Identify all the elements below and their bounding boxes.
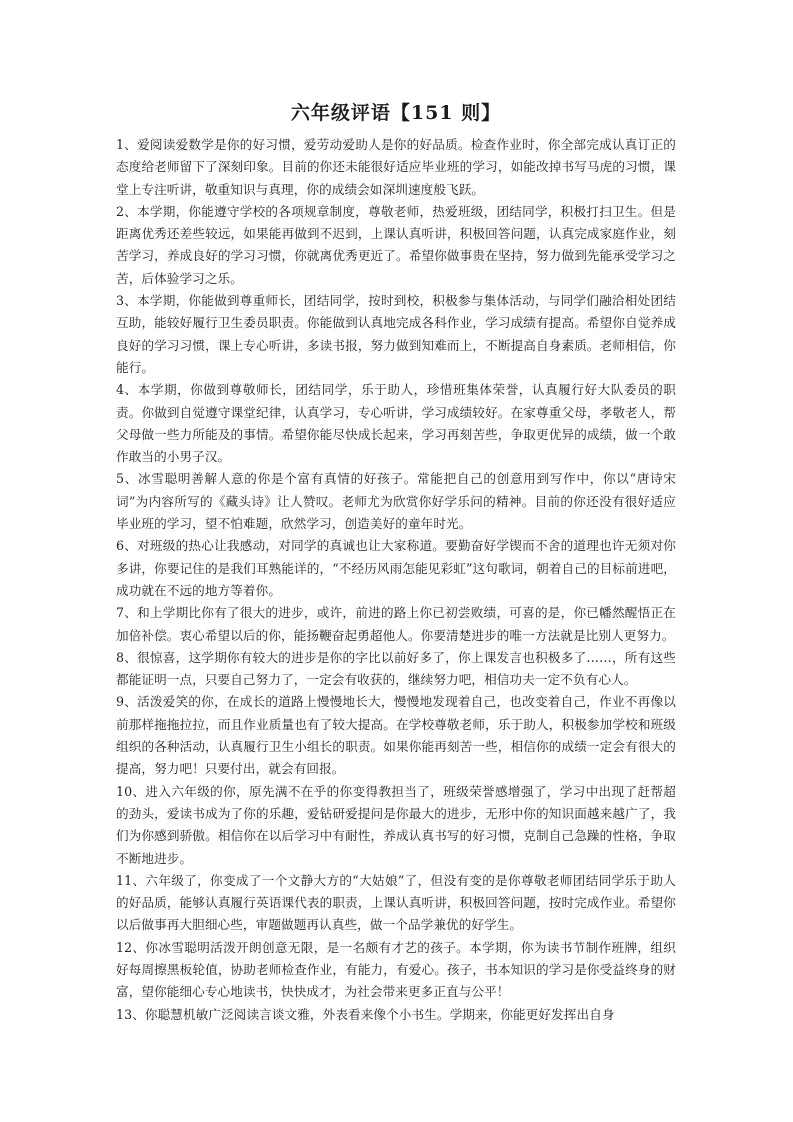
- comment-paragraph-13: 13、你聪慧机敏广泛阅读言谈文雅，外表看来像个小书生。学期来，你能更好发挥出自身: [116, 1006, 615, 1022]
- comment-paragraph-1: 1、爱阅读爱数学是你的好习惯，爱劳动爱助人是你的好品质。检查作业时，你全部完成认真订正的态度给老师留下了深刻印象。目前的你还未能很好适应毕业班的学习，如能改掉书写马虎的习惯，课堂上专注听讲，敬重知识与真理，你的成绩会如深圳速度般飞跃。: [116, 137, 676, 197]
- comment-paragraph-10: 10、进入六年级的你，原先满不在乎的你变得教担当了，班级荣誉感增强了，学习中出现了赶帮超的劲头，爱读书成为了你的乐趣，爱钻研爱提问是你最大的进步，无形中你的知识面越来越广了，我们为你感到骄傲。相信你在以后学习中有耐性，养成认真书写的好习惯，克制自己急躁的性格，争取不断地进步。: [116, 783, 676, 866]
- comment-paragraph-7: 7、和上学期比你有了很大的进步，或许，前进的路上你已初尝败绩，可喜的是，你已幡然醒悟正在加倍补偿。衷心希望以后的你，能扬鞭奋起勇超他人。你要清楚进步的唯一方法就是比别人更努力。: [116, 605, 676, 643]
- comment-paragraph-3: 3、本学期，你能做到尊重师长，团结同学，按时到校，积极参与集体活动，与同学们融洽相处团结互助，能较好履行卫生委员职责。你能做到认真地完成各科作业，学习成绩有提高。希望你自觉养成良好的学习习惯，课上专心听讲，多读书报，努力做到知难而上，不断提高自身素质。老师相信，你能行。: [116, 293, 676, 375]
- comment-paragraph-2: 2、本学期，你能遵守学校的各项规章制度，尊敬老师，热爱班级，团结同学，积极打扫卫生。但是距离优秀还差些较远，如果能再做到不迟到，上课认真听讲，积极回答问题，认真完成家庭作业，刻苦学习，养成良好的学习习惯，你就离优秀更近了。希望你做事贵在坚持，努力做到先能承受学习之苦，后体验学习之乐。: [116, 203, 676, 286]
- document-page: [116, 100, 676, 1026]
- comment-paragraph-5: 5、冰雪聪明善解人意的你是个富有真情的好孩子。常能把自己的创意用到写作中，你以“唐诗宋词”为内容所写的《藏头诗》让人赞叹。老师尤为欣赏你好学乐问的精神。目前的你还没有很好适应毕业班的学习，望不怕难题，欣然学习，创造美好的童年时光。: [116, 471, 676, 532]
- comment-paragraph-4: 4、本学期，你做到尊敬师长，团结同学，乐于助人，珍惜班集体荣誉，认真履行好大队委员的职责。你做到自觉遵守课堂纪律，认真学习，专心听讲，学习成绩较好。在家尊重父母，孝敬老人，帮父母做一些力所能及的事情。希望你能尽快成长起来，学习再刻苦些，争取更优异的成绩，做一个敢作敢当的小男子汉。: [116, 382, 676, 465]
- comment-paragraph-6: 6、对班级的热心让我感动，对同学的真诚也让大家称道。要勤奋好学锲而不舍的道理也许无须对你多讲，你要记住的是我们耳熟能详的，“不经历风雨怎能见彩虹”这句歌词，朝着自己的目标前进吧，成功就在不远的地方等着你。: [116, 538, 676, 598]
- document-title: 六年级评语【151 则】: [290, 102, 502, 124]
- comment-paragraph-11: 11、六年级了，你变成了一个文静大方的“大姑娘”了，但没有变的是你尊敬老师团结同学乐于助人的好品质，能够认真履行英语课代表的职责，上课认真听讲，积极回答问题，按时完成作业。希望你以后做事再大胆细心些，审题做题再认真些，做一个品学兼优的好学生。: [116, 872, 676, 933]
- comment-paragraph-8: 8、很惊喜，这学期你有较大的进步是你的字比以前好多了，你上课发言也积极多了……，所有这些都能证明一点，只要自己努力了，一定会有收获的，继续努力吧，相信功夫一定不负有心人。: [116, 649, 676, 688]
- comment-paragraph-9: 9、活泼爱笑的你，在成长的道路上慢慢地长大，慢慢地发现着自己，也改变着自己，作业不再像以前那样拖拖拉拉，而且作业质量也有了较大提高。在学校尊敬老师，乐于助人，积极参加学校和班级组织的各种活动，认真履行卫生小组长的职责。如果你能再刻苦一些，相信你的成绩一定会有很大的提高，努力吧！只要付出，就会有回报。: [116, 694, 676, 777]
- comment-paragraph-12: 12、你冰雪聪明活泼开朗创意无限，是一名颇有才艺的孩子。本学期，你为读书节制作班牌，组织好每周擦黑板轮值，协助老师检查作业，有能力，有爱心。孩子，书本知识的学习是你受益终身的财富，望你能细心专心地读书，快快成才，为社会带来更多正直与公平！: [116, 939, 676, 1000]
